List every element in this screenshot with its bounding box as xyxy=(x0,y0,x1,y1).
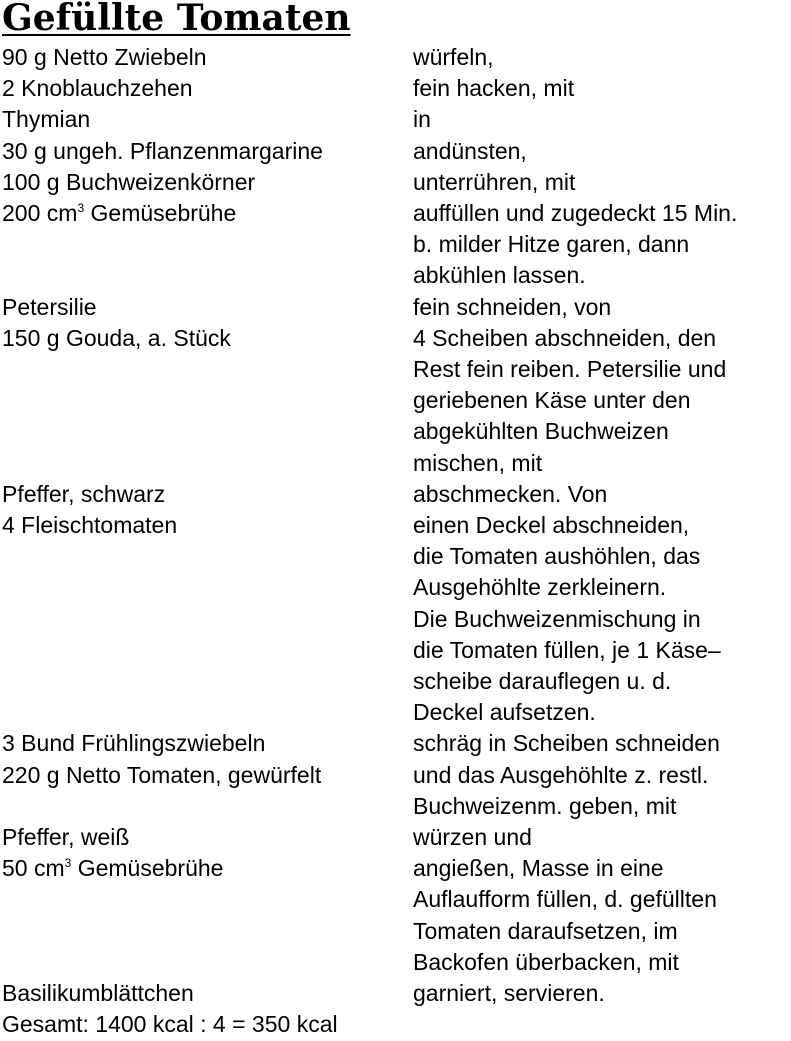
ingredient: 90 g Netto Zwiebeln xyxy=(2,44,207,70)
instruction-line: mischen, mit xyxy=(413,449,543,476)
instruction-line: Rest fein reiben. Petersilie und xyxy=(413,356,727,383)
recipe-row xyxy=(0,978,791,1009)
instruction-line: fein hacken, mit xyxy=(413,75,575,102)
recipe-row xyxy=(0,728,791,759)
ingredient: 100 g Buchweizenkörner xyxy=(2,168,256,195)
instruction-line: unterrühren, mit xyxy=(413,168,576,195)
instruction xyxy=(413,42,791,73)
instruction xyxy=(413,104,791,135)
ingredient xyxy=(0,853,413,884)
instruction-line: einen Deckel abschneiden, xyxy=(413,512,690,539)
recipe-row xyxy=(0,510,791,728)
instruction xyxy=(413,728,791,759)
instruction-line: Auflaufform füllen, d. gefüllten xyxy=(413,886,717,913)
instruction-line: in xyxy=(413,106,431,133)
ingredient: Thymian xyxy=(2,106,91,133)
instruction-line: scheibe darauflegen u. d. xyxy=(413,668,672,695)
instruction-line: und das Ausgehöhlte z. restl. xyxy=(413,761,709,788)
instruction-line: die Tomaten füllen, je 1 Käse– xyxy=(413,636,721,663)
ingredient: 30 g ungeh. Pflanzenmargarine xyxy=(2,137,323,164)
instruction xyxy=(413,510,791,728)
instruction-line: geriebenen Käse unter den xyxy=(413,387,691,414)
instruction-line: Tomaten daraufsetzen, im xyxy=(413,917,678,944)
instruction-line: abkühlen lassen. xyxy=(413,262,586,289)
instruction-line: andünsten, xyxy=(413,137,527,164)
ingredient: 220 g Netto Tomaten, gewürfelt xyxy=(2,761,322,788)
ingredient: Basilikumblättchen xyxy=(2,980,194,1007)
calorie-total: Gesamt: 1400 kcal : 4 = 350 kcal xyxy=(2,1011,338,1038)
ingredient-name: Gemüsebrühe xyxy=(71,855,224,882)
instruction xyxy=(413,978,791,1009)
recipe-row xyxy=(0,136,791,167)
instruction-line: würzen und xyxy=(413,824,532,851)
recipe-row xyxy=(0,292,791,323)
ingredient-amount: 50 cm xyxy=(2,855,65,882)
instruction-line: die Tomaten aushöhlen, das xyxy=(413,543,701,570)
instruction xyxy=(413,760,791,822)
instruction-line: abschmecken. Von xyxy=(413,480,608,507)
instruction-line: b. milder Hitze garen, dann xyxy=(413,231,690,258)
instruction xyxy=(413,822,791,853)
instruction xyxy=(413,198,791,292)
recipe-row xyxy=(0,822,791,853)
ingredient: Pfeffer, schwarz xyxy=(2,480,166,507)
instruction-line: fein schneiden, von xyxy=(413,293,612,320)
instruction-line: Deckel aufsetzen. xyxy=(413,699,596,726)
ingredient: 2 Knoblauchzehen xyxy=(2,75,193,102)
unit-exponent: 3 xyxy=(77,201,85,216)
instruction-line: Ausgehöhlte zerkleinern. xyxy=(413,574,667,601)
recipe-title: Gefüllte Tomaten xyxy=(2,0,351,39)
instruction xyxy=(413,479,791,510)
instruction-line: auffüllen und zugedeckt 15 Min. xyxy=(413,200,738,227)
ingredient: Petersilie xyxy=(2,293,97,320)
recipe-row xyxy=(0,479,791,510)
recipe-row xyxy=(0,853,791,978)
recipe-row xyxy=(0,73,791,104)
instruction-line: Buchweizenm. geben, mit xyxy=(413,792,677,819)
instruction-line: 4 Scheiben abschneiden, den xyxy=(413,324,717,351)
ingredient: 3 Bund Frühlingszwiebeln xyxy=(2,730,266,757)
recipe-row xyxy=(0,760,791,822)
recipe-row xyxy=(0,42,791,73)
instruction-line: angießen, Masse in eine xyxy=(413,855,664,882)
ingredient: 150 g Gouda, a. Stück xyxy=(2,324,231,351)
instruction-line: Die Buchweizenmischung in xyxy=(413,605,701,632)
instruction xyxy=(413,167,791,198)
recipe-row xyxy=(0,104,791,135)
ingredient-amount: 200 cm xyxy=(2,200,78,227)
ingredient: Pfeffer, weiß xyxy=(2,824,130,851)
instruction xyxy=(413,323,791,479)
ingredient-name: Gemüsebrühe xyxy=(84,200,237,227)
recipe-steps xyxy=(0,42,791,1041)
ingredient: 4 Fleischtomaten xyxy=(2,512,178,539)
instruction-line: würfeln, xyxy=(413,44,494,70)
recipe-row xyxy=(0,323,791,479)
instruction xyxy=(413,853,791,978)
ingredient xyxy=(0,198,413,229)
instruction xyxy=(413,136,791,167)
recipe-row xyxy=(0,198,791,292)
instruction-line: schräg in Scheiben schneiden xyxy=(413,730,720,757)
instruction-line: garniert, servieren. xyxy=(413,980,605,1007)
unit-exponent: 3 xyxy=(64,856,72,871)
instruction-line: abgekühlten Buchweizen xyxy=(413,418,669,445)
instruction xyxy=(413,292,791,323)
instruction xyxy=(413,73,791,104)
instruction-line: Backofen überbacken, mit xyxy=(413,948,679,975)
recipe-row xyxy=(0,167,791,198)
